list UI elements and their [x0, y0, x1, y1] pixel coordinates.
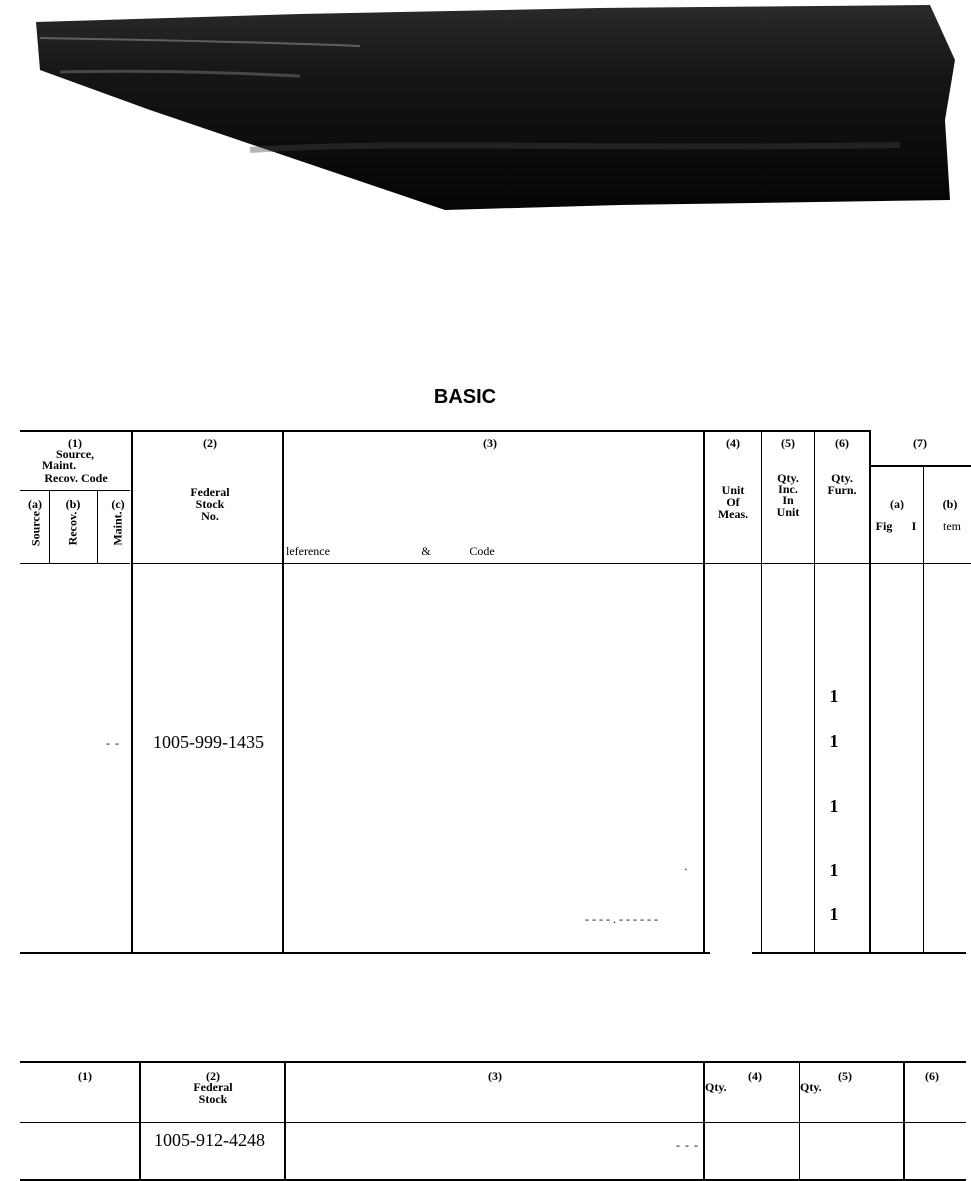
- table-top-rule: [20, 430, 870, 432]
- col1-sub-divider-b: [97, 490, 98, 563]
- qty-furn-1: 1: [829, 686, 839, 706]
- col1a-label: Source: [28, 510, 43, 547]
- col7b-label: tem: [943, 519, 961, 533]
- t2-col2-number: (2): [206, 1069, 220, 1083]
- qty-furn-4: 1: [829, 860, 839, 880]
- col1-label-3: Recov. Code: [44, 471, 108, 485]
- col1b-number: (b): [65, 497, 81, 511]
- table2-divider-1: [139, 1062, 141, 1180]
- table-bottom-rule: [20, 952, 710, 954]
- col1-bottom-rule: [20, 563, 130, 564]
- col7a-label-2: I: [911, 519, 917, 533]
- col5-label-2: Inc.: [778, 482, 798, 496]
- col5-number: (5): [781, 436, 795, 450]
- col6-number: (6): [835, 436, 849, 450]
- table2-divider-5: [903, 1062, 905, 1180]
- col-divider-6: [869, 430, 871, 952]
- t2-col2-label-1: Federal: [193, 1080, 233, 1094]
- col7a-number: (a): [890, 497, 904, 511]
- col5-label-4: Unit: [776, 505, 800, 519]
- qty-furn-3: 1: [829, 796, 839, 816]
- col7-number: (7): [913, 436, 927, 450]
- t2-row-dash: - - -: [676, 1138, 699, 1152]
- col1-number: (1): [68, 436, 82, 450]
- leader-dots-long: - - - - . - - - - - -: [585, 912, 658, 926]
- col-divider-7: [923, 466, 924, 952]
- col1-label-1: Source,: [55, 447, 95, 461]
- col2-label-1: Federal: [190, 485, 230, 499]
- col6-label-2: Furn.: [827, 483, 857, 497]
- col2-number: (2): [203, 436, 217, 450]
- col4-label-3: Meas.: [717, 507, 749, 521]
- col7-rule: [870, 465, 971, 467]
- col3-reference-label: leference: [286, 544, 330, 558]
- table2-top-rule: [20, 1061, 966, 1063]
- col1c-number: (c): [111, 497, 125, 511]
- col3-amp-label: &: [421, 544, 431, 558]
- col5-label-1: Qty.: [777, 471, 799, 485]
- qty-furn-2: 1: [829, 731, 839, 751]
- t2-col4-label: Qty.: [705, 1080, 727, 1094]
- col2-label-3: No.: [201, 509, 219, 523]
- stock-number: 1005-999-1435: [153, 732, 264, 752]
- t2-col3-number: (3): [488, 1069, 502, 1083]
- col-divider-5: [814, 430, 815, 954]
- col4-number: (4): [726, 436, 740, 450]
- table2-divider-2: [284, 1062, 286, 1180]
- col4-label-2: Of: [726, 495, 740, 509]
- header-bottom-rule: [133, 563, 971, 564]
- col4-label-1: Unit: [721, 483, 745, 497]
- col3-number: (3): [483, 436, 497, 450]
- part-photo: [0, 0, 971, 215]
- section-heading: BASIC: [433, 386, 497, 408]
- col7a-label: Fig: [875, 519, 893, 533]
- col3-code-label: Code: [469, 544, 495, 558]
- col6-label-1: Qty.: [831, 471, 853, 485]
- qty-furn-5: 1: [829, 904, 839, 924]
- col-divider-2: [282, 430, 284, 954]
- t2-col2-label-2: Stock: [198, 1092, 228, 1106]
- t2-col6-number: (6): [925, 1069, 939, 1083]
- col1b-label: Recov.: [65, 511, 80, 546]
- col1-rule: [20, 490, 130, 491]
- t2-col4-number: (4): [748, 1069, 762, 1083]
- table2-header-rule: [20, 1122, 966, 1123]
- t2-col1-number: (1): [78, 1069, 92, 1083]
- col1a-number: (a): [28, 497, 42, 511]
- row-dash: - -: [106, 736, 120, 750]
- t2-stock-number: 1005-912-4248: [154, 1130, 265, 1150]
- col2-label-2: Stock: [195, 497, 225, 511]
- col1c-label: Maint.: [110, 511, 125, 546]
- table-bottom-rule-right: [752, 952, 966, 954]
- t2-col5-number: (5): [838, 1069, 852, 1083]
- col5-label-3: In: [782, 493, 794, 507]
- col7b-number: (b): [942, 497, 958, 511]
- leader-dots-short: `: [684, 866, 689, 880]
- col1-label-2: Maint.: [41, 458, 77, 472]
- t2-col5-label: Qty.: [800, 1080, 822, 1094]
- col-divider-1: [131, 430, 133, 954]
